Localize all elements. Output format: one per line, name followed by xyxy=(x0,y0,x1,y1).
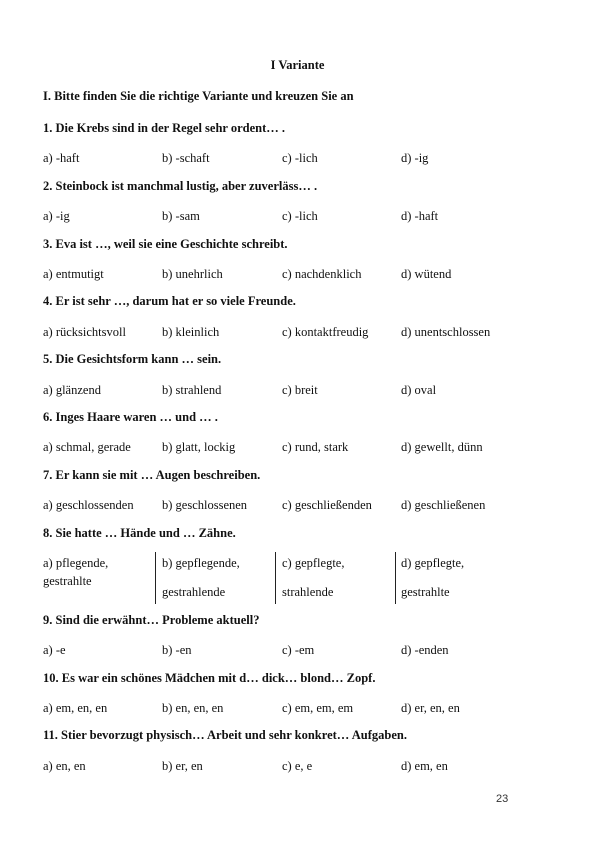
q8-option-b-line2[interactable]: gestrahlende xyxy=(162,585,226,599)
q10-option-a[interactable]: a) em, en, en xyxy=(43,701,108,715)
q2-option-d[interactable]: d) -haft xyxy=(401,209,439,223)
q8-divider xyxy=(395,552,396,604)
q1-option-c[interactable]: c) -lich xyxy=(282,151,318,165)
question-1: 1. Die Krebs sind in der Regel sehr ordent… . xyxy=(43,121,286,135)
q6-option-c[interactable]: c) rund, stark xyxy=(282,440,349,454)
q8-divider xyxy=(155,552,156,604)
q3-option-b[interactable]: b) unehrlich xyxy=(162,267,223,281)
q3-option-c[interactable]: c) nachdenklich xyxy=(282,267,362,281)
q10-option-c[interactable]: c) em, em, em xyxy=(282,701,354,715)
question-5: 5. Die Gesichtsform kann … sein. xyxy=(43,352,222,366)
q4-option-a[interactable]: a) rücksichtsvoll xyxy=(43,325,126,339)
q2-option-a[interactable]: a) -ig xyxy=(43,209,70,223)
q5-option-b[interactable]: b) strahlend xyxy=(162,383,222,397)
question-11: 11. Stier bevorzugt physisch… Arbeit und sehr konkret… Aufgaben. xyxy=(43,728,407,742)
q8-option-d-line2[interactable]: gestrahlte xyxy=(401,585,450,599)
q2-option-c[interactable]: c) -lich xyxy=(282,209,318,223)
question-10: 10. Es war ein schönes Mädchen mit d… dick… blond… Zopf. xyxy=(43,671,376,685)
q4-option-b[interactable]: b) kleinlich xyxy=(162,325,220,339)
q1-option-a[interactable]: a) -haft xyxy=(43,151,80,165)
q8-divider xyxy=(275,552,276,604)
question-4: 4. Er ist sehr …, darum hat er so viele Freunde. xyxy=(43,294,296,308)
q6-option-d[interactable]: d) gewellt, dünn xyxy=(401,440,483,454)
q6-option-b[interactable]: b) glatt, lockig xyxy=(162,440,236,454)
q9-option-d[interactable]: d) -enden xyxy=(401,643,449,657)
q10-option-b[interactable]: b) en, en, en xyxy=(162,701,224,715)
q3-option-a[interactable]: a) entmutigt xyxy=(43,267,104,281)
question-3: 3. Eva ist …, weil sie eine Geschichte schreibt. xyxy=(43,237,288,251)
q8-option-a-line1[interactable]: a) pflegende, xyxy=(43,556,109,570)
q8-option-c-line1[interactable]: c) gepflegte, xyxy=(282,556,345,570)
q1-option-b[interactable]: b) -schaft xyxy=(162,151,210,165)
q8-option-b-line1[interactable]: b) gepflegende, xyxy=(162,556,240,570)
q7-option-a[interactable]: a) geschlossenden xyxy=(43,498,134,512)
q9-option-c[interactable]: c) -em xyxy=(282,643,315,657)
q7-option-b[interactable]: b) geschlossenen xyxy=(162,498,248,512)
q4-option-d[interactable]: d) unentschlossen xyxy=(401,325,491,339)
q9-option-a[interactable]: a) -e xyxy=(43,643,66,657)
page-title: I Variante xyxy=(270,58,325,72)
q11-option-a[interactable]: a) en, en xyxy=(43,759,86,773)
question-9: 9. Sind die erwähnt… Probleme aktuell? xyxy=(43,613,260,627)
q5-option-d[interactable]: d) oval xyxy=(401,383,437,397)
q3-option-d[interactable]: d) wütend xyxy=(401,267,452,281)
question-8: 8. Sie hatte … Hände und … Zähne. xyxy=(43,526,236,540)
q9-option-b[interactable]: b) -en xyxy=(162,643,192,657)
question-7: 7. Er kann sie mit … Augen beschreiben. xyxy=(43,468,261,482)
page-number: 23 xyxy=(496,793,509,805)
q11-option-b[interactable]: b) er, en xyxy=(162,759,203,773)
q2-option-b[interactable]: b) -sam xyxy=(162,209,200,223)
q4-option-c[interactable]: c) kontaktfreudig xyxy=(282,325,369,339)
q7-option-c[interactable]: c) geschließenden xyxy=(282,498,372,512)
q5-option-a[interactable]: a) glänzend xyxy=(43,383,101,397)
instruction: I. Bitte finden Sie die richtige Variante und kreuzen Sie an xyxy=(43,89,354,103)
q8-option-c-line2[interactable]: strahlende xyxy=(282,585,334,599)
q11-option-c[interactable]: c) e, e xyxy=(282,759,313,773)
q1-option-d[interactable]: d) -ig xyxy=(401,151,429,165)
q7-option-d[interactable]: d) geschließenen xyxy=(401,498,486,512)
question-6: 6. Inges Haare waren … und … . xyxy=(43,410,218,424)
q10-option-d[interactable]: d) er, en, en xyxy=(401,701,460,715)
question-2: 2. Steinbock ist manchmal lustig, aber zuverläss… . xyxy=(43,179,318,193)
q8-option-a-line2[interactable]: gestrahlte xyxy=(43,574,92,588)
q5-option-c[interactable]: c) breit xyxy=(282,383,318,397)
q11-option-d[interactable]: d) em, en xyxy=(401,759,448,773)
q8-option-d-line1[interactable]: d) gepflegte, xyxy=(401,556,465,570)
q6-option-a[interactable]: a) schmal, gerade xyxy=(43,440,131,454)
